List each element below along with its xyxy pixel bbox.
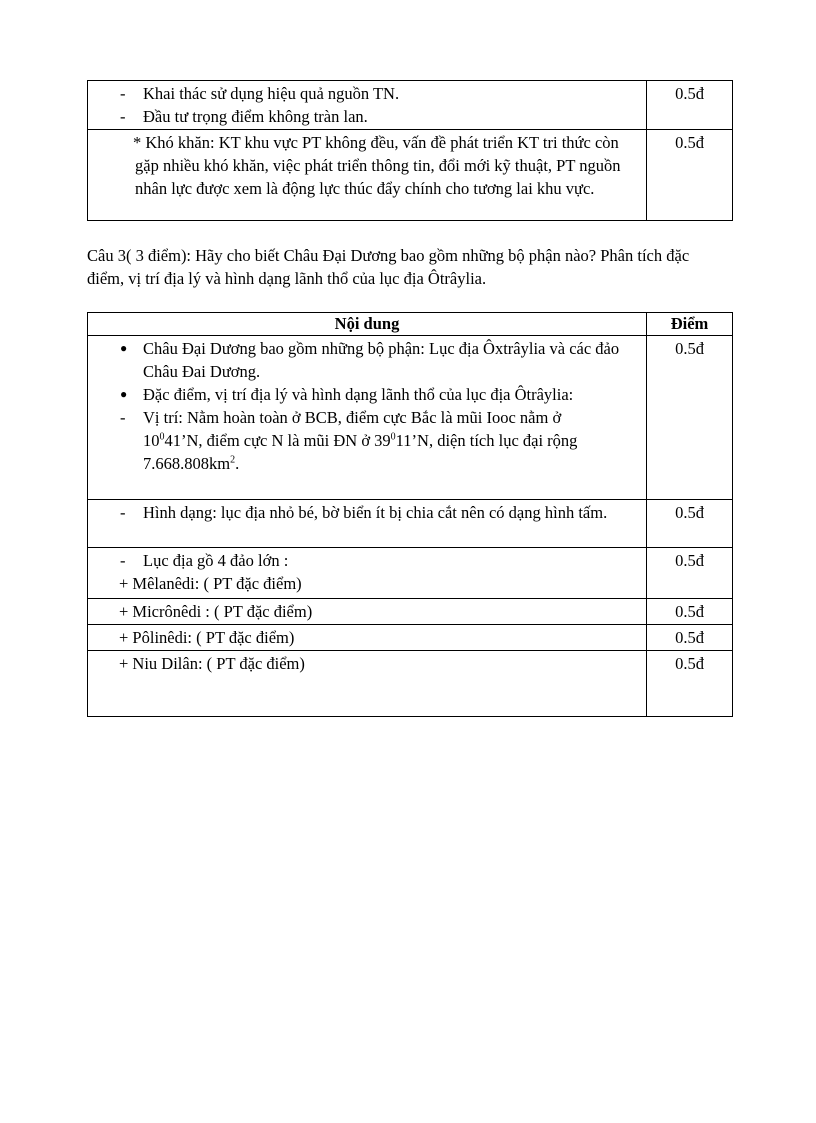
list-item: Châu Đại Dương bao gồm những bộ phận: Lục địa Ôxtrâylia và các đảo Châu Đai Dương. xyxy=(143,339,620,381)
dash-marker: - xyxy=(120,551,126,570)
table-row xyxy=(88,599,733,625)
content-cell xyxy=(88,651,647,717)
bullet-icon: ● xyxy=(120,387,128,401)
table-row xyxy=(88,625,733,651)
table-row xyxy=(88,130,733,221)
list-item: + Pôlinêdi: ( PT đặc điểm) xyxy=(119,628,295,647)
content-cell xyxy=(88,625,647,651)
list-item: + Micrônêdi : ( PT đặc điểm) xyxy=(119,602,313,621)
list-item: Lục địa gồ 4 đảo lớn : xyxy=(143,551,289,570)
score-cell: 0.5đ xyxy=(647,599,733,625)
answer-table xyxy=(87,312,733,717)
dash-marker: - xyxy=(120,408,126,427)
table-row xyxy=(88,651,733,717)
list-item: + Niu Dilân: ( PT đặc điểm) xyxy=(119,654,305,673)
area-value: $7.668.808km^2$. xyxy=(143,454,240,473)
table-row xyxy=(88,81,733,130)
list-item: Đặc điểm, vị trí địa lý và hình dạng lãnh thổ của lục địa Ôtrâylia: xyxy=(143,385,574,404)
list-item: Đầu tư trọng điểm không tràn lan. xyxy=(143,107,368,126)
score-cell: 0.5đ xyxy=(647,625,733,651)
content-cell xyxy=(88,500,647,548)
content-cell xyxy=(88,130,647,221)
score-cell: 0.5đ xyxy=(647,81,733,130)
content-cell xyxy=(88,599,647,625)
header-content: Nội dung xyxy=(88,313,647,336)
score-cell: 0.5đ xyxy=(647,651,733,717)
dash-marker: - xyxy=(120,503,126,522)
score-cell: 0.5đ xyxy=(647,336,733,500)
table-header-row xyxy=(88,313,733,336)
question-3: Câu 3( 3 điểm): Hãy cho biết Châu Đại Dương bao gồm những bộ phận nào? Phân tích đặc điểm, vị trí địa lý và hình dạng lãnh thổ của lục địa Ôtrâylia. xyxy=(87,246,690,288)
difficulty-text: * Khó khăn: KT khu vực PT không đều, vấn đề phát triển KT tri thức còn gặp nhiều khó khăn, việc phát triển thông tin, đổi mới kỹ thuật, PT nguồn nhân lực được xem là động lực thúc đẩy chính cho tương lai khu vực. xyxy=(133,133,621,198)
header-score: Điểm xyxy=(647,313,733,336)
table-row xyxy=(88,336,733,500)
content-cell xyxy=(88,336,647,500)
table-row xyxy=(88,548,733,599)
list-item: Hình dạng: lục địa nhỏ bé, bờ biển ít bị chia cắt nên có dạng hình tấm. xyxy=(143,503,608,522)
bullet-icon: ● xyxy=(120,341,128,355)
content-cell xyxy=(88,548,647,599)
list-item: Vị trí: Nằm hoàn toàn ở BCB, điểm cực Bắc là mũi Iooc nằm ở xyxy=(143,408,562,427)
dash-marker: - xyxy=(120,84,126,103)
score-cell: 0.5đ xyxy=(647,500,733,548)
list-item: Khai thác sử dụng hiệu quả nguồn TN. xyxy=(143,84,400,103)
table-row xyxy=(88,500,733,548)
dash-marker: - xyxy=(120,107,126,126)
list-item: + Mêlanêdi: ( PT đặc điểm) xyxy=(119,574,302,593)
position-continued: $10^041’N$, điểm cực N là mũi ĐN ở $39^011’N$, diện tích lục đại rộng xyxy=(143,431,578,450)
score-cell: 0.5đ xyxy=(647,548,733,599)
score-cell: 0.5đ xyxy=(647,130,733,221)
content-cell xyxy=(88,81,647,130)
answer-table-continued xyxy=(87,80,733,221)
